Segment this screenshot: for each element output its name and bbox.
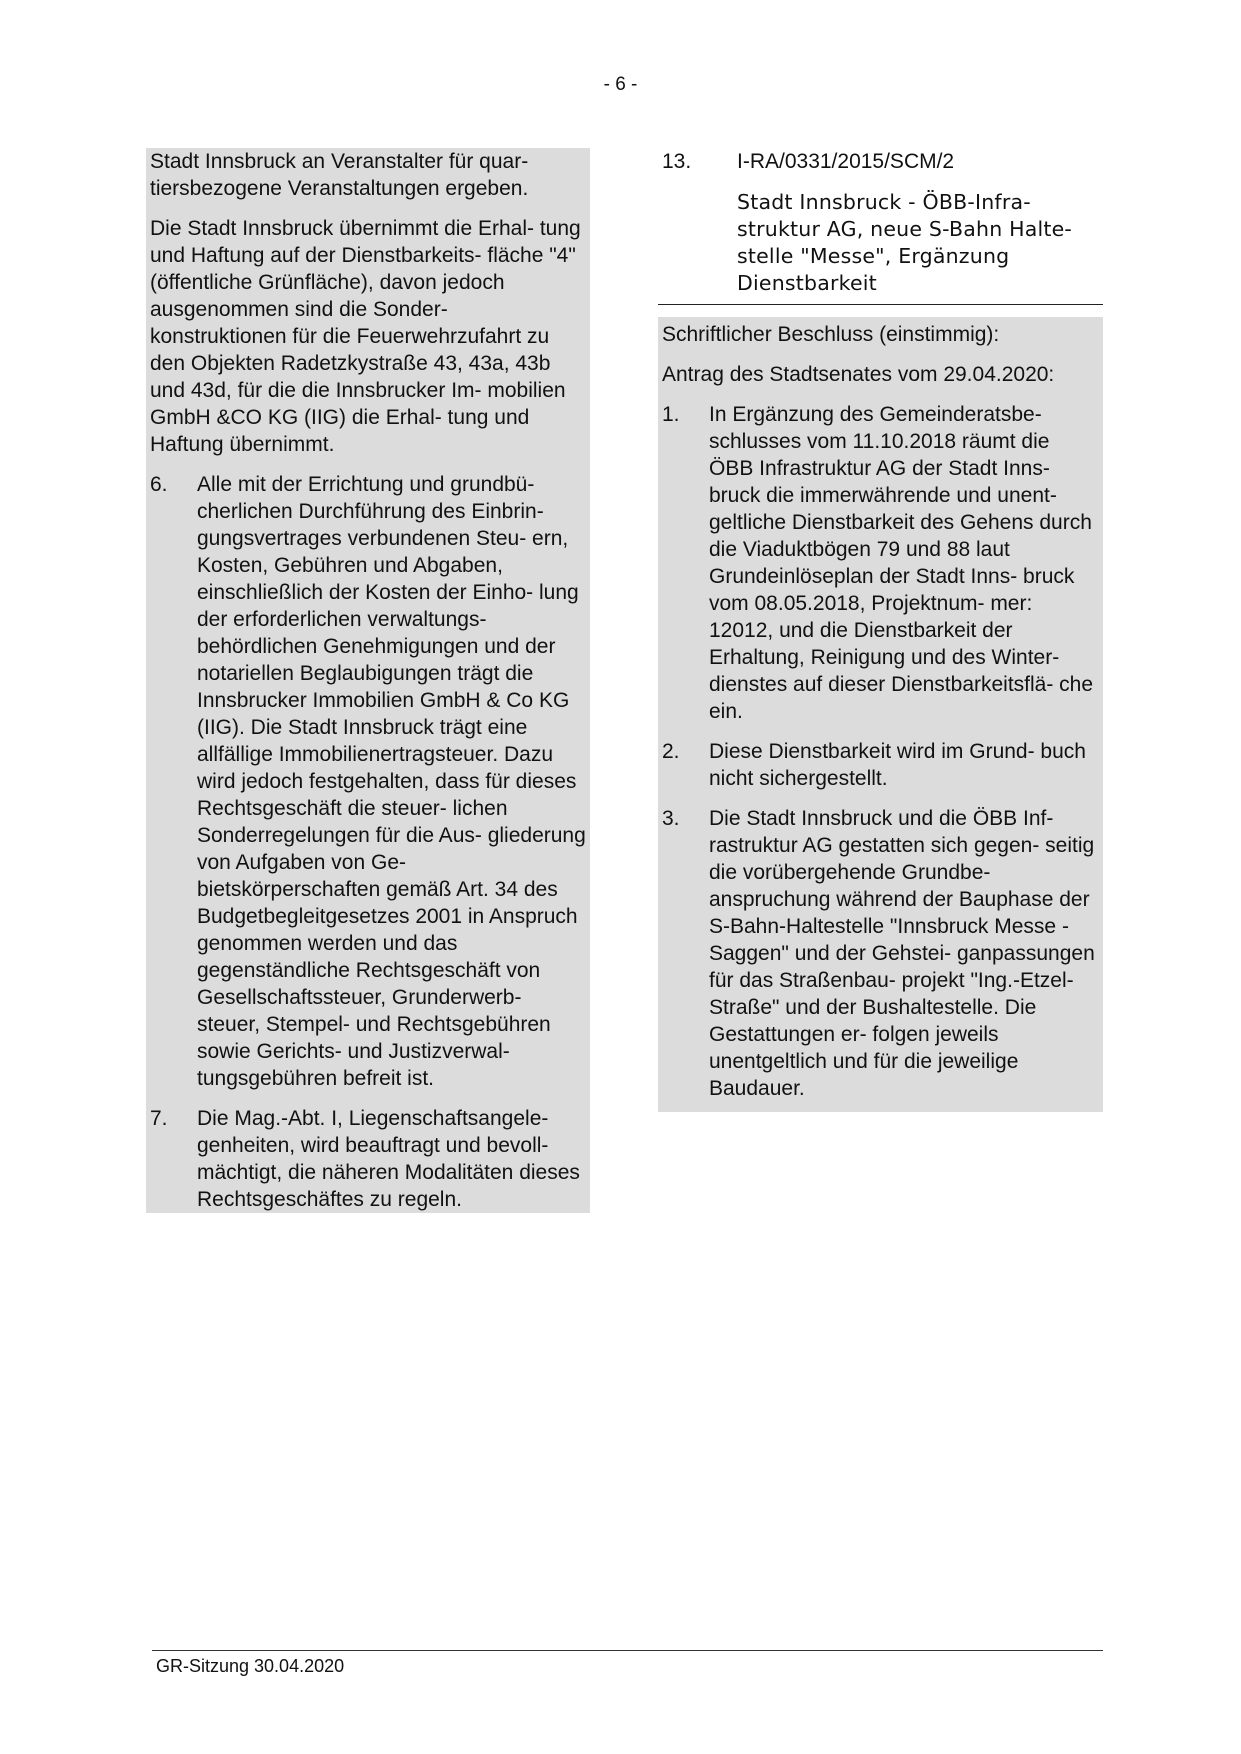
left-column xyxy=(146,148,590,1213)
agenda-header xyxy=(658,148,1103,175)
decision-label: Schriftlicher Beschluss (einstimmig): xyxy=(662,323,1000,346)
item-text: Alle mit der Errichtung und grundbü- cherlichen Durchführung des Einbrin- gungsvertrages verbundenen Steu- ern, Kosten, Gebühren und Abgaben, einschließlich der Kosten der Einho- lung der erforderlichen verwaltungs- behördlichen Genehmigungen und der notariellen Beglaubigungen trägt die Innsbrucker Immobilien GmbH & Co KG (IIG). Die Stadt Innsbruck trägt eine allfällige Immobilienertragsteuer. Dazu wird jedoch festgehalten, dass für dieses Rechtsgeschäft die steuer- lichen Sonderregelungen für die Aus- gliederung von Aufgaben von Ge- bietskörperschaften gemäß Art. 34 des Budgetbegleitgesetzes 2001 in Anspruch genommen werden und das gegenständliche Rechtsgeschäft von Gesellschaftssteuer, Grunderwerb- steuer, Stempel- und Rechtsgebühren sowie Gerichts- und Justizverwal- tungsgebühren befreit ist. xyxy=(197,473,586,1090)
item-number: 1. xyxy=(662,403,680,426)
list-item xyxy=(658,401,1103,725)
item-text: Die Mag.-Abt. I, Liegenschaftsangele- genheiten, wird beauftragt und bevoll- mächtigt, die näheren Modalitäten dieses Rechtsgeschäftes zu regeln. xyxy=(197,1107,580,1211)
motion-label: Antrag des Stadtsenates vom 29.04.2020: xyxy=(662,363,1055,386)
footer-divider xyxy=(152,1650,1103,1651)
item-number: 7. xyxy=(150,1107,168,1130)
agenda-reference: I-RA/0331/2015/SCM/2 xyxy=(737,150,955,173)
page-number: - 6 - xyxy=(603,74,638,95)
item-text: In Ergänzung des Gemeinderatsbe- schlusses vom 11.10.2018 räumt die ÖBB Infrastruktur AG der Stadt Inns- bruck die immerwährende und unent- geltliche Dienstbarkeit des Gehens durch die Viaduktbögen 79 und 88 laut Grundeinlöseplan der Stadt Inns- bruck vom 08.05.2018, Projektnum- mer: 12012, und die Dienstbarkeit der Erhaltung, Reinigung und des Winter- dienstes auf dieser Dienstbarkeitsflä- che ein. xyxy=(709,403,1094,723)
footer-text: GR-Sitzung 30.04.2020 xyxy=(156,1656,345,1676)
item-text: Diese Dienstbarkeit wird im Grund- buch nicht sichergestellt. xyxy=(709,740,1086,790)
subject-divider xyxy=(658,304,1103,305)
intro-paragraph-1: Stadt Innsbruck an Veranstalter für quar- tiersbezogene Veranstaltungen ergeben. xyxy=(150,150,529,200)
decision-block xyxy=(658,317,1103,1112)
list-item xyxy=(146,471,590,1092)
list-item xyxy=(146,1105,590,1213)
item-text: Die Stadt Innsbruck und die ÖBB Inf- rastruktur AG gestatten sich gegen- seitig die vorübergehende Grundbe- anspruchung während der Bauphase der S-Bahn-Haltestelle "Innsbruck Messe - Saggen" und der Gehstei- ganpassungen für das Straßenbau- projekt "Ing.-Etzel-Straße" und der Bushaltestelle. Die Gestattungen er- folgen jeweils unentgeltlich und für die jeweilige Baudauer. xyxy=(709,807,1095,1100)
item-number: 3. xyxy=(662,807,680,830)
item-number: 6. xyxy=(150,473,168,496)
list-item xyxy=(658,805,1103,1102)
agenda-subject: Stadt Innsbruck - ÖBB-Infra- struktur AG, neue S-Bahn Halte- stelle "Messe", Ergänzung Dienstbarkeit xyxy=(737,190,1073,295)
agenda-number: 13. xyxy=(662,150,692,173)
item-number: 2. xyxy=(662,740,680,763)
list-item xyxy=(658,738,1103,792)
right-column xyxy=(658,148,1103,1112)
intro-paragraph-2: Die Stadt Innsbruck übernimmt die Erhal- tung und Haftung auf der Dienstbarkeits- fläche "4" (öffentliche Grünfläche), davon jedoch ausgenommen sind die Sonder- konstruktionen für die Feuerwehrzufahrt zu den Objekten Radetzkystraße 43, 43a, 43b und 43d, für die die Innsbrucker Im- mobilien GmbH &CO KG (IIG) die Erhal- tung und Haftung übernimmt. xyxy=(150,217,581,456)
